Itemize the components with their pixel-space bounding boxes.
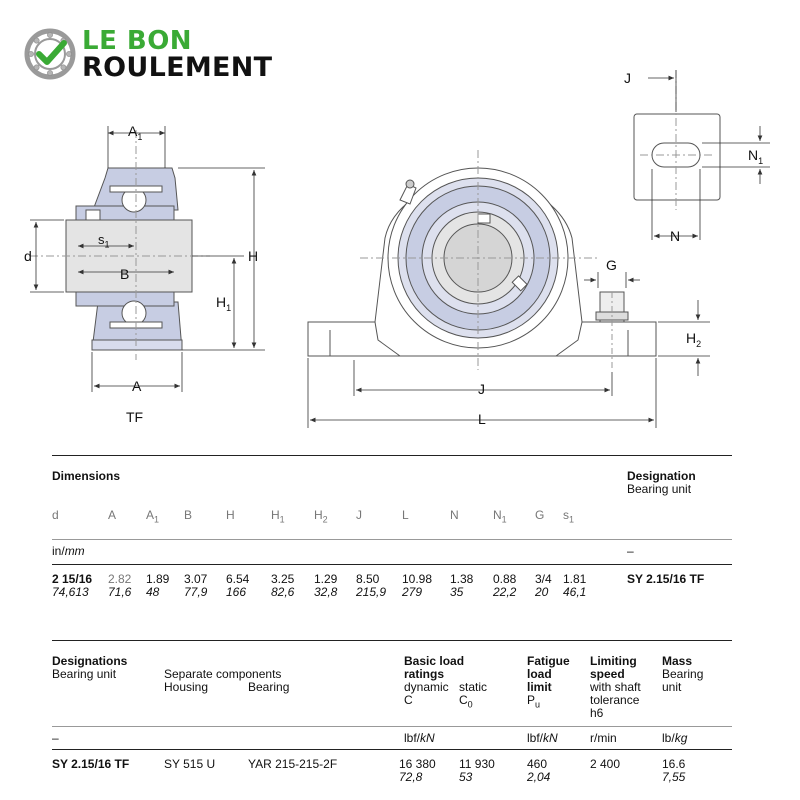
row-speed: 2 400 — [590, 757, 621, 771]
dim-value-mm-8: 279 — [402, 585, 423, 599]
fatigue-header: Fatigue load limit — [527, 654, 570, 694]
dim-header-5: $H_1$ — [271, 508, 285, 525]
designation-value: SY 2.15/16 TF — [627, 572, 705, 586]
row-fatigue-kn: 2,04 — [527, 770, 551, 784]
dim-header-8: L — [402, 508, 409, 522]
bearing-header: Bearing — [248, 680, 290, 694]
label-a1: $A_1$ — [128, 123, 143, 142]
designation-unit: – — [627, 544, 634, 558]
label-l: L — [478, 411, 486, 427]
dim-header-12: $s_1$ — [563, 508, 575, 525]
designation-sub: Bearing unit — [627, 482, 692, 496]
label-h2: $H_2$ — [686, 330, 702, 349]
static-header: static — [459, 680, 488, 694]
mass-header: Mass — [662, 654, 693, 668]
designations-title: Designations — [52, 654, 128, 668]
label-j: J — [478, 381, 485, 397]
dim-value-in-12: 1.81 — [563, 572, 587, 586]
label-h: H — [248, 248, 259, 264]
side-view — [30, 130, 210, 360]
dim-header-0: d — [52, 508, 59, 522]
dim-header-3: B — [184, 508, 193, 522]
label-a: A — [132, 378, 142, 394]
label-n1: $N_1$ — [748, 147, 764, 166]
dim-header-1: A — [108, 508, 117, 522]
dim-value-in-5: 3.25 — [271, 572, 295, 586]
dim-value-in-6: 1.29 — [314, 572, 338, 586]
dim-value-mm-9: 35 — [450, 585, 464, 599]
label-b: B — [120, 266, 130, 282]
front-view — [308, 150, 656, 370]
mass-sub: Bearing unit — [662, 667, 704, 694]
row-mass-kg: 7,55 — [662, 770, 686, 784]
dim-header-10: $N_1$ — [493, 508, 507, 525]
static-symbol: $C_0$ — [459, 693, 473, 710]
dim-value-mm-10: 22,2 — [493, 585, 517, 599]
designation-unit-dash: – — [52, 731, 59, 745]
dim-value-in-3: 3.07 — [184, 572, 208, 586]
dim-header-4: H — [226, 508, 235, 522]
dim-value-in-11: 3/4 — [535, 572, 552, 586]
logo-line2: ROULEMENT — [82, 52, 273, 83]
dim-value-mm-6: 32,8 — [314, 585, 338, 599]
dim-value-in-8: 10.98 — [402, 572, 433, 586]
label-s1: $s_1$ — [98, 232, 110, 250]
row-dynamic-lbf: 16 380 — [399, 757, 436, 771]
limiting-speed-header: Limiting speed — [590, 654, 637, 681]
dim-header-9: N — [450, 508, 459, 522]
mass-unit: lb/kg — [662, 731, 688, 745]
fatigue-symbol: $P_u$ — [527, 693, 541, 710]
dynamic-header: dynamic — [404, 680, 449, 694]
basic-load-ratings-header: Basic load ratings — [404, 654, 465, 681]
dim-header-11: G — [535, 508, 545, 522]
dim-value-in-2: 1.89 — [146, 572, 170, 586]
dim-value-in-0: 2 15/16 — [52, 572, 93, 586]
speed-unit: r/min — [590, 731, 617, 745]
dim-header-2: $A_1$ — [146, 508, 160, 525]
dim-value-in-7: 8.50 — [356, 572, 380, 586]
row-static-kn: 53 — [459, 770, 473, 784]
separate-components: Separate components — [164, 667, 282, 681]
row-static-lbf: 11 930 — [459, 757, 495, 771]
dimension-unit: in/mm — [52, 544, 85, 558]
dim-value-mm-0: 74,613 — [52, 585, 89, 599]
fatigue-unit: lbf/kN — [527, 731, 558, 745]
dim-value-mm-12: 46,1 — [563, 585, 587, 599]
label-d: d — [24, 248, 32, 264]
dim-value-in-10: 0.88 — [493, 572, 517, 586]
row-mass-lb: 16.6 — [662, 757, 686, 771]
row-fatigue-lbf: 460 — [527, 757, 548, 771]
label-n: N — [670, 228, 681, 244]
slot-detail — [634, 70, 720, 210]
dim-value-in-4: 6.54 — [226, 572, 250, 586]
dimensions-title: Dimensions — [52, 469, 121, 483]
dynamic-symbol: C — [404, 693, 413, 707]
dim-value-mm-7: 215,9 — [356, 585, 387, 599]
label-j-top: J — [624, 70, 631, 86]
housing-header: Housing — [164, 680, 209, 694]
label-g: G — [606, 257, 617, 273]
dim-value-mm-1: 71,6 — [108, 585, 132, 599]
dim-value-mm-11: 20 — [535, 585, 549, 599]
row-dynamic-kn: 72,8 — [399, 770, 423, 784]
row-unit: SY 2.15/16 TF — [52, 757, 130, 771]
load-unit: lbf/kN — [404, 731, 435, 745]
row-housing: SY 515 U — [164, 757, 216, 771]
dim-value-mm-2: 48 — [146, 585, 160, 599]
dim-value-mm-4: 166 — [226, 585, 247, 599]
designation-title: Designation — [627, 469, 696, 483]
row-bearing: YAR 215-215-2F — [248, 757, 338, 771]
label-h1: $H_1$ — [216, 294, 232, 313]
dim-header-6: $H_2$ — [314, 508, 328, 525]
designations-bearing-unit: Bearing unit — [52, 667, 117, 681]
logo-line1: LE BON — [82, 26, 193, 56]
limiting-speed-sub: with shaft tolerance h6 — [590, 680, 641, 720]
dim-value-in-9: 1.38 — [450, 572, 474, 586]
dim-header-7: J — [356, 508, 362, 522]
dim-value-mm-5: 82,6 — [271, 585, 295, 599]
drawing-caption: TF — [126, 409, 144, 425]
dim-value-mm-3: 77,9 — [184, 585, 208, 599]
dim-value-in-1: 2.82 — [108, 572, 132, 586]
